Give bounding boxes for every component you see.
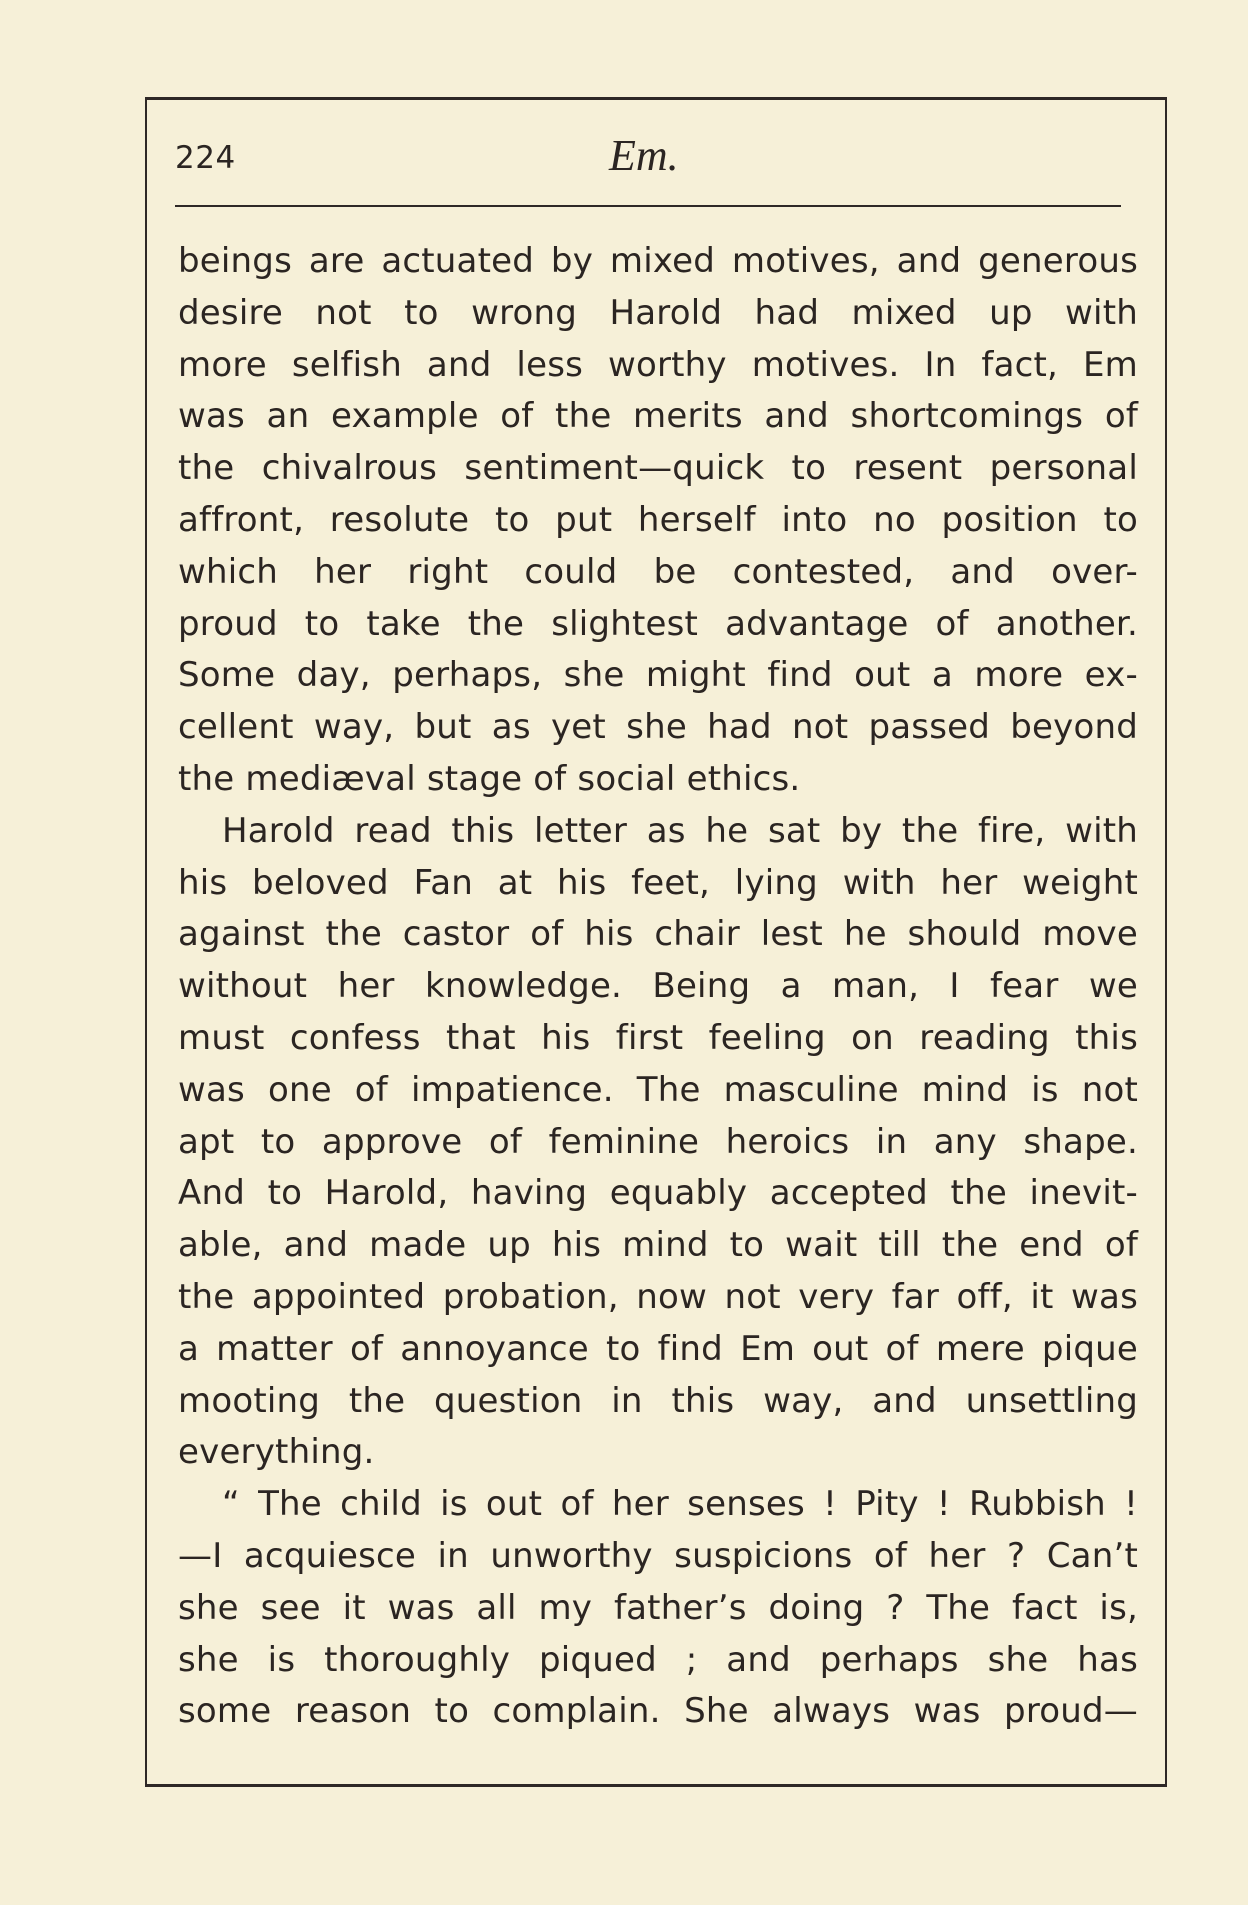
text-line: she is thoroughly piqued ; and perhaps she has — [178, 1639, 1138, 1680]
text-line: “ The child is out of her senses ! Pity ! Rubbish ! — [222, 1484, 1138, 1525]
text-line: was an example of the merits and shortcomings of — [178, 396, 1138, 437]
text-line: was one of impatience. The masculine mind is not — [178, 1069, 1138, 1110]
text-line: the appointed probation, now not very far off, it was — [178, 1276, 1138, 1317]
text-line: —I acquiesce in unworthy suspicions of her ? Can’t — [178, 1535, 1138, 1576]
page-header — [175, 130, 1140, 190]
text-line: Harold read this letter as he sat by the fire, with — [222, 810, 1138, 851]
header-rule — [175, 205, 1121, 207]
running-title: Em. — [609, 131, 679, 180]
text-line: the chivalrous sentiment—quick to resent personal — [178, 448, 1138, 489]
text-line: cellent way, but as yet she had not passed beyond — [178, 707, 1138, 748]
text-line: some reason to complain. She always was proud— — [178, 1691, 1138, 1732]
text-line: mooting the question in this way, and unsettling — [178, 1380, 1138, 1421]
body-text — [178, 236, 1138, 1738]
text-line: the mediæval stage of social ethics. — [178, 758, 801, 799]
text-line: his beloved Fan at his feet, lying with her weight — [178, 862, 1138, 903]
text-line: more selfish and less worthy motives. In fact, Em — [178, 344, 1138, 385]
text-line: Some day, perhaps, she might find out a more ex- — [178, 655, 1138, 696]
text-line: without her knowledge. Being a man, I fear we — [178, 966, 1138, 1007]
text-line: And to Harold, having equably accepted the inevit- — [178, 1173, 1138, 1214]
text-line: proud to take the slightest advantage of another. — [178, 603, 1138, 644]
text-line: she see it was all my father’s doing ? The fact is, — [178, 1587, 1138, 1628]
text-line: which her right could be contested, and over- — [178, 551, 1138, 592]
text-line: desire not to wrong Harold had mixed up with — [178, 292, 1138, 333]
text-line: apt to approve of feminine heroics in any shape. — [178, 1121, 1138, 1162]
text-line: everything. — [178, 1432, 375, 1473]
text-line: against the castor of his chair lest he should move — [178, 914, 1138, 955]
page-number: 224 — [175, 140, 236, 176]
text-line: able, and made up his mind to wait till the end of — [178, 1225, 1138, 1266]
text-line: must confess that his first feeling on reading this — [178, 1017, 1138, 1058]
text-line: beings are actuated by mixed motives, and generous — [178, 241, 1138, 281]
text-line: affront, resolute to put herself into no position to — [178, 499, 1138, 540]
text-line: a matter of annoyance to find Em out of mere pique — [178, 1328, 1138, 1369]
